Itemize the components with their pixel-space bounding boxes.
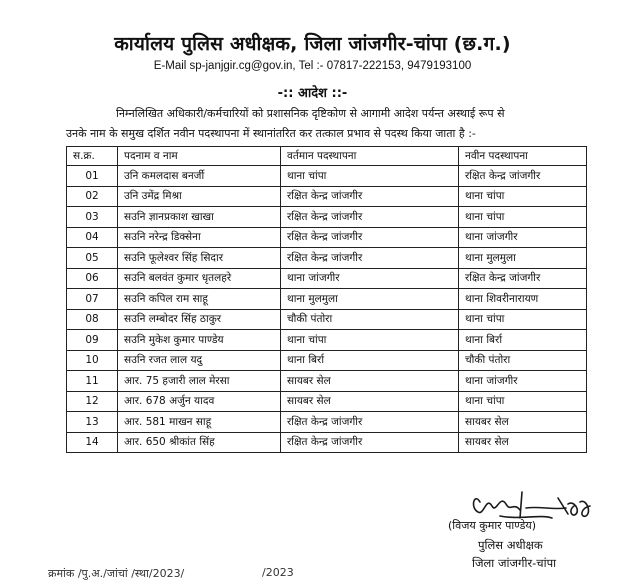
- intro-line-1: निम्नलिखित अधिकारी/कर्मचारियों को प्रशासनिक दृष्टिकोण से आगामी आदेश पर्यन्त अस्थाई रूप से: [116, 107, 505, 120]
- reference-number: क्रमांक /पु.अ./जांचां /स्था/2023/: [48, 567, 185, 580]
- cell-serial: 12: [67, 391, 118, 412]
- cell-serial: 13: [67, 412, 118, 433]
- cell-serial: 06: [67, 268, 118, 289]
- cell-serial: 09: [67, 330, 118, 351]
- office-title: कार्यालय पुलिस अधीक्षक, जिला जांजगीर-चांपा (छ.ग.): [114, 33, 511, 55]
- order-heading: -:: आदेश ::-: [277, 86, 348, 101]
- cell-name: आर. 678 अर्जुन यादव: [118, 391, 281, 412]
- cell-serial: 03: [67, 207, 118, 228]
- cell-new-posting: थाना शिवरीनारायण: [459, 289, 587, 310]
- table-row: [67, 330, 587, 351]
- table-row: [67, 268, 587, 289]
- cell-current-posting: थाना जांजगीर: [281, 268, 459, 289]
- cell-current-posting: सायबर सेल: [281, 391, 459, 412]
- table-row: [67, 412, 587, 433]
- table-row: [67, 207, 587, 228]
- cell-name: सउनि कपिल राम साहू: [118, 289, 281, 310]
- transfer-table: [66, 146, 587, 453]
- cell-name: सउनि ज्ञानप्रकाश खाखा: [118, 207, 281, 228]
- cell-name: आर. 581 माखन साहू: [118, 412, 281, 433]
- contact-line: E-Mail sp-janjgir.cg@gov.in, Tel :- 07817-222153, 9479193100: [153, 60, 472, 72]
- cell-new-posting: थाना चांपा: [459, 309, 587, 330]
- cell-current-posting: थाना बिर्रा: [281, 350, 459, 371]
- cell-name: उनि कमलदास बनर्जी: [118, 166, 281, 187]
- cell-current-posting: थाना चांपा: [281, 330, 459, 351]
- cell-name: उनि उमेंद्र मिश्रा: [118, 186, 281, 207]
- cell-current-posting: रक्षित केन्द्र जांजगीर: [281, 432, 459, 453]
- cell-name: सउनि लम्बोदर सिंह ठाकुर: [118, 309, 281, 330]
- cell-serial: 04: [67, 227, 118, 248]
- cell-new-posting: थाना चांपा: [459, 186, 587, 207]
- reference-year: /2023: [262, 566, 294, 579]
- table-row: [67, 248, 587, 269]
- cell-serial: 14: [67, 432, 118, 453]
- cell-current-posting: थाना मुलमुला: [281, 289, 459, 310]
- cell-current-posting: चौकी पंतोरा: [281, 309, 459, 330]
- cell-name: आर. 75 हजारी लाल मेरसा: [118, 371, 281, 392]
- cell-new-posting: थाना चांपा: [459, 391, 587, 412]
- signatory-designation: पुलिस अधीक्षक: [478, 538, 543, 552]
- cell-serial: 10: [67, 350, 118, 371]
- table-row: [67, 227, 587, 248]
- table-row: [67, 166, 587, 187]
- table-row: [67, 371, 587, 392]
- cell-serial: 08: [67, 309, 118, 330]
- cell-new-posting: रक्षित केन्द्र जांजगीर: [459, 166, 587, 187]
- cell-serial: 07: [67, 289, 118, 310]
- table-row: [67, 289, 587, 310]
- cell-name: आर. 650 श्रीकांत सिंह: [118, 432, 281, 453]
- cell-new-posting: रक्षित केन्द्र जांजगीर: [459, 268, 587, 289]
- cell-current-posting: रक्षित केन्द्र जांजगीर: [281, 248, 459, 269]
- cell-serial: 01: [67, 166, 118, 187]
- cell-new-posting: थाना मुलमुला: [459, 248, 587, 269]
- table-row: [67, 186, 587, 207]
- table-row: [67, 350, 587, 371]
- cell-current-posting: रक्षित केन्द्र जांजगीर: [281, 412, 459, 433]
- cell-new-posting: थाना जांजगीर: [459, 371, 587, 392]
- cell-current-posting: रक्षित केन्द्र जांजगीर: [281, 227, 459, 248]
- table-row: [67, 391, 587, 412]
- signatory-name: (विजय कुमार पाण्डेय): [448, 519, 537, 532]
- cell-name: सउनि मुकेश कुमार पाण्डेय: [118, 330, 281, 351]
- cell-current-posting: रक्षित केन्द्र जांजगीर: [281, 207, 459, 228]
- intro-line-2: उनके नाम के समुख दर्शित नवीन पदस्थापना में स्थानांतरित कर तत्काल प्रभाव से पदस्थ किया जाता है :-: [66, 127, 476, 140]
- cell-new-posting: सायबर सेल: [459, 432, 587, 453]
- header-current-posting: वर्तमान पदस्थापना: [281, 147, 459, 166]
- cell-current-posting: सायबर सेल: [281, 371, 459, 392]
- cell-new-posting: थाना जांजगीर: [459, 227, 587, 248]
- cell-new-posting: थाना बिर्रा: [459, 330, 587, 351]
- table-row: [67, 432, 587, 453]
- cell-serial: 02: [67, 186, 118, 207]
- signatory-district: जिला जांजगीर-चांपा: [472, 556, 557, 570]
- intro-paragraph: [66, 104, 606, 144]
- header-serial: स.क्र.: [67, 147, 118, 166]
- header-name: पदनाम व नाम: [118, 147, 281, 166]
- cell-name: सउनि रजत लाल यदु: [118, 350, 281, 371]
- cell-name: सउनि नरेन्द्र डिक्सेना: [118, 227, 281, 248]
- table-body: [67, 166, 587, 453]
- header-new-posting: नवीन पदस्थापना: [459, 147, 587, 166]
- table-header-row: [67, 147, 587, 166]
- cell-serial: 11: [67, 371, 118, 392]
- cell-name: सउनि बलवंत कुमार धृतलहरे: [118, 268, 281, 289]
- cell-new-posting: सायबर सेल: [459, 412, 587, 433]
- cell-current-posting: रक्षित केन्द्र जांजगीर: [281, 186, 459, 207]
- table-row: [67, 309, 587, 330]
- cell-new-posting: चौकी पंतोरा: [459, 350, 587, 371]
- cell-serial: 05: [67, 248, 118, 269]
- cell-new-posting: थाना चांपा: [459, 207, 587, 228]
- cell-name: सउनि फूलेश्वर सिंह सिदार: [118, 248, 281, 269]
- cell-current-posting: थाना चांपा: [281, 166, 459, 187]
